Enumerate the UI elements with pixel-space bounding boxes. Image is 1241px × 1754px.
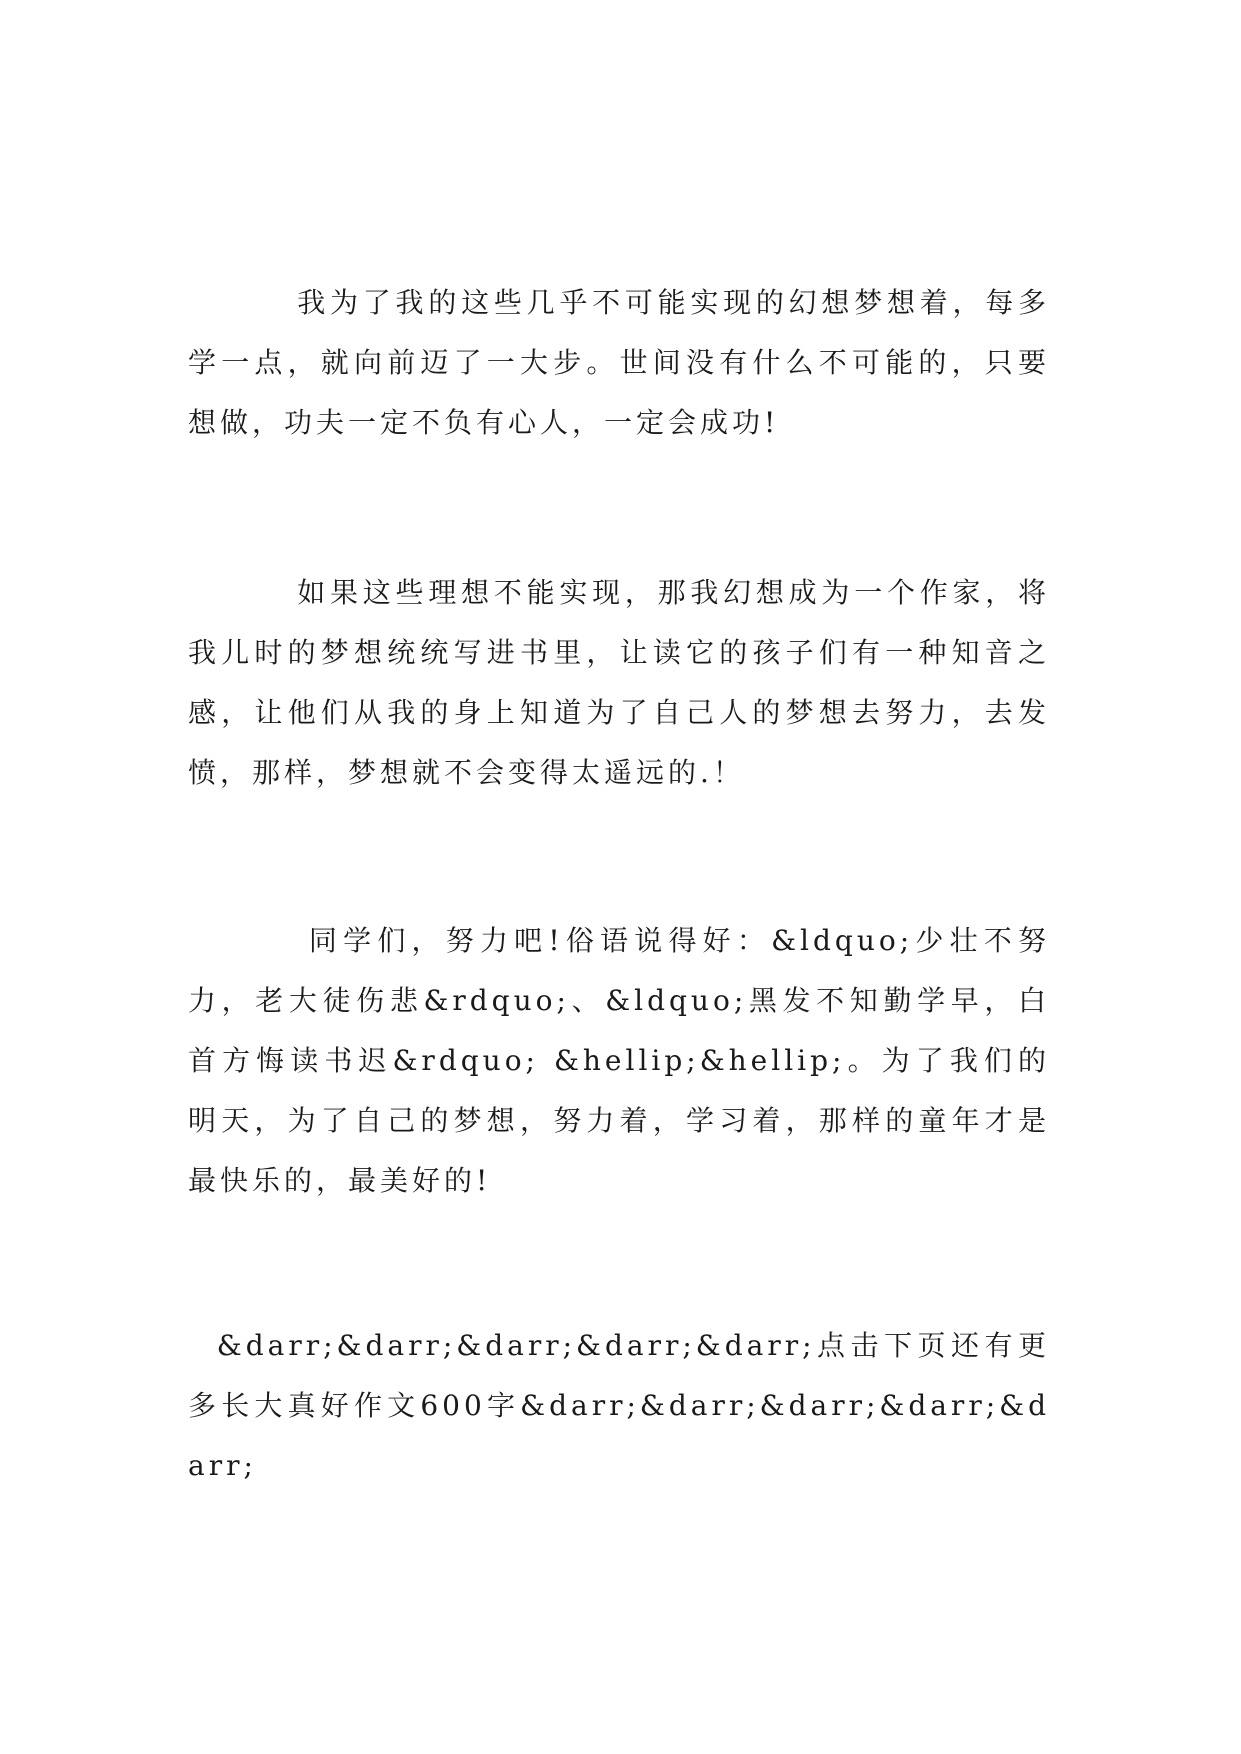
paragraph-classmates-encouragement: 同学们，努力吧!俗语说得好：&ldquo;少壮不努力，老大徒伤悲&rdquo;、&ldquo;黑发不知勤学早，白首方悔读书迟&rdquo; &hellip;&hellip;。为了我们的明天，为了自己的梦想，努力着，学习着，那样的童年才是最快乐的，最美好的!	[188, 924, 1050, 1197]
next-page-link[interactable]: &darr;&darr;&darr;&darr;&darr;点击下页还有更多长大真好作文600字&darr;&darr;&darr;&darr;&darr;	[188, 1329, 1050, 1482]
paragraph-writer-fantasy: 如果这些理想不能实现，那我幻想成为一个作家，将我儿时的梦想统统写进书里，让读它的孩子们有一种知音之感，让他们从我的身上知道为了自己人的梦想去努力，去发愤，那样，梦想就不会变得太遥远的.！	[188, 576, 1050, 789]
paragraph-dream-ambition: 我为了我的这些几乎不可能实现的幻想梦想着，每多学一点，就向前迈了一大步。世间没有什么不可能的，只要想做，功夫一定不负有心人，一定会成功!	[188, 286, 1050, 439]
